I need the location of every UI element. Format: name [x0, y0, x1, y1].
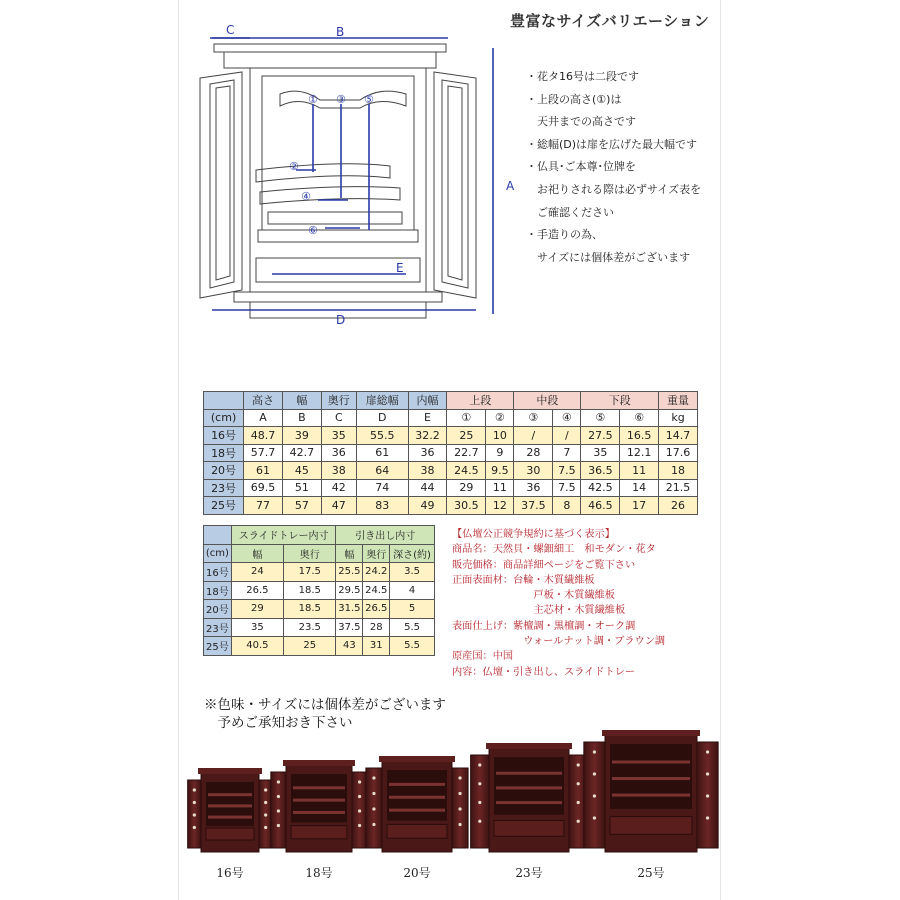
- disclosure-line: 【仏壇公正競争規約に基づく表示】: [452, 529, 615, 540]
- table-cell: 61: [356, 444, 408, 462]
- note-line: ・上段の高さ(①)は: [526, 92, 622, 106]
- disclosure-line: 販売価格：商品詳細ページをご覧下さい: [452, 559, 636, 571]
- table-cell: 24: [231, 563, 283, 582]
- table-cell: 29: [447, 479, 486, 497]
- cabinet-photo-23: [471, 743, 588, 852]
- table-cell: 12: [486, 497, 514, 515]
- table-header-cell: 上段: [447, 392, 514, 410]
- row-label-cell: 23号: [204, 479, 244, 497]
- model-label-18: 18号: [305, 866, 333, 880]
- marker-1: ①: [308, 93, 318, 106]
- table-header-cell: スライドトレー内寸: [231, 526, 336, 545]
- row-label-cell: 18号: [204, 581, 232, 600]
- disclosure-line: ウォールナット調・ブラウン調: [452, 636, 666, 648]
- marker-4: ④: [301, 190, 311, 203]
- table-cell: /: [514, 427, 553, 445]
- disclosure-line: 内容：仏壇・引き出し、スライドトレー: [452, 666, 636, 678]
- table-cell: 14: [620, 479, 659, 497]
- table-cell: 31: [363, 637, 390, 656]
- dimension-label-b: B: [336, 25, 345, 39]
- table-cell: 11: [486, 479, 514, 497]
- cabinet-photo-20: [366, 756, 468, 852]
- table-cell: 74: [356, 479, 408, 497]
- table-cell: 8: [553, 497, 581, 515]
- table-cell: 17: [620, 497, 659, 515]
- dimension-label-d: D: [336, 313, 346, 327]
- table-cell: 64: [356, 462, 408, 480]
- table-cell: 27.5: [581, 427, 620, 445]
- table-cell: 7.5: [553, 479, 581, 497]
- disclosure-line: 戸板・木質繊維板: [452, 590, 615, 602]
- marker-6: ⑥: [308, 224, 318, 237]
- table-header-cell: 奥行: [321, 392, 356, 410]
- table-cell: 21.5: [659, 479, 698, 497]
- table-cell: 49: [408, 497, 447, 515]
- table-cell: 7.5: [553, 462, 581, 480]
- table-cell: 42.5: [581, 479, 620, 497]
- table-cell: 17.6: [659, 444, 698, 462]
- marker-2: ②: [289, 160, 299, 173]
- table-cell: 25: [284, 637, 336, 656]
- table-header-cell: E: [408, 409, 447, 427]
- note-line: ・総幅(D)は扉を広げた最大幅です: [526, 137, 698, 151]
- table-cell: 23.5: [284, 618, 336, 637]
- caution-line: ※色味・サイズには個体差がございます: [204, 697, 446, 713]
- table-cell: 18.5: [284, 600, 336, 619]
- table-header-cell: A: [244, 409, 283, 427]
- dimension-label-e: E: [396, 261, 404, 275]
- table-cell: 36: [408, 444, 447, 462]
- disclosure-line: 表面仕上げ：紫檀調・黒檀調・オーク調: [452, 620, 636, 632]
- row-label-cell: 16号: [204, 563, 232, 582]
- table-cell: 28: [363, 618, 390, 637]
- table-unit-cell: (cm): [204, 409, 244, 427]
- table-header-cell: ⑥: [620, 409, 659, 427]
- table-cell: 25: [447, 427, 486, 445]
- table-header-cell: 下段: [581, 392, 659, 410]
- row-label-cell: 23号: [204, 618, 232, 637]
- row-label-cell: 16号: [204, 427, 244, 445]
- table-cell: 18.5: [284, 581, 336, 600]
- note-line: サイズには個体差がございます: [526, 250, 691, 264]
- table-cell: 24.2: [363, 563, 390, 582]
- table-cell: 32.2: [408, 427, 447, 445]
- row-label-cell: 20号: [204, 600, 232, 619]
- table-cell: 46.5: [581, 497, 620, 515]
- note-line: ・手造りの為、: [526, 228, 603, 242]
- cabinet-photo-18: [271, 760, 367, 852]
- table-cell: 29: [231, 600, 283, 619]
- table-cell: 36: [321, 444, 356, 462]
- table-cell: 17.5: [284, 563, 336, 582]
- table-header-cell: 内幅: [408, 392, 447, 410]
- table-cell: 11: [620, 462, 659, 480]
- table-cell: 4: [390, 581, 435, 600]
- marker-5: ⑤: [364, 93, 374, 106]
- table-header-cell: 高さ: [244, 392, 283, 410]
- table-cell: 38: [408, 462, 447, 480]
- table-header-cell: C: [321, 409, 356, 427]
- table-header-cell: 奥行: [363, 544, 390, 563]
- marker-3: ③: [336, 93, 346, 106]
- note-line: ・仏具･ご本尊･位牌を: [526, 160, 636, 174]
- model-label-16: 16号: [216, 866, 244, 880]
- table-cell: 48.7: [244, 427, 283, 445]
- table-cell: 5.5: [390, 637, 435, 656]
- cabinet-photo-16: [188, 768, 273, 852]
- table-cell: /: [553, 427, 581, 445]
- table-cell: 9.5: [486, 462, 514, 480]
- table-cell: 30: [514, 462, 553, 480]
- table-header-cell: 幅: [336, 544, 363, 563]
- table-cell: 38: [321, 462, 356, 480]
- table-cell: 26.5: [363, 600, 390, 619]
- table-cell: 77: [244, 497, 283, 515]
- table-cell: 83: [356, 497, 408, 515]
- table-cell: 36.5: [581, 462, 620, 480]
- table-cell: 5.5: [390, 618, 435, 637]
- note-line: ・花タ16号は二段です: [526, 70, 639, 83]
- table-cell: 35: [321, 427, 356, 445]
- disclosure-line: 商品名：天然貝・螺鈿細工 和モダン・花タ: [452, 544, 656, 556]
- disclosure-line: 主芯材・木質繊維板: [452, 605, 626, 617]
- table-cell: 30.5: [447, 497, 486, 515]
- table-header-cell: 深さ(約): [390, 544, 435, 563]
- table-header-cell: 引き出し内寸: [336, 526, 435, 545]
- table-cell: 9: [486, 444, 514, 462]
- table-cell: 37.5: [514, 497, 553, 515]
- table-header-cell: ①: [447, 409, 486, 427]
- table-cell: 18: [659, 462, 698, 480]
- table-cell: 61: [244, 462, 283, 480]
- table-cell: 36: [514, 479, 553, 497]
- row-label-cell: 18号: [204, 444, 244, 462]
- table-cell: 47: [321, 497, 356, 515]
- table-header-cell: 扉総幅: [356, 392, 408, 410]
- table-cell: 5: [390, 600, 435, 619]
- cabinet-photo-25: [584, 730, 718, 852]
- dimension-label-a: A: [506, 179, 515, 193]
- disclosure-line: 原産国：中国: [452, 651, 514, 663]
- row-label-cell: 25号: [204, 497, 244, 515]
- table-cell: 24.5: [447, 462, 486, 480]
- table-cell: 28: [514, 444, 553, 462]
- disclosure-line: 正面表面材：台輪・木質繊維板: [452, 574, 595, 586]
- table-header-cell: 重量: [659, 392, 698, 410]
- table-header-cell: 中段: [514, 392, 581, 410]
- row-label-cell: 20号: [204, 462, 244, 480]
- table-cell: 55.5: [356, 427, 408, 445]
- model-label-23: 23号: [515, 866, 543, 880]
- table-cell: 42.7: [282, 444, 321, 462]
- page-title: 豊富なサイズバリエーション: [510, 12, 710, 30]
- row-label-cell: 25号: [204, 637, 232, 656]
- table-cell: 39: [282, 427, 321, 445]
- table-cell: 26: [659, 497, 698, 515]
- note-line: 天井までの高さです: [526, 115, 636, 129]
- caution-line: 予めご承知おき下さい: [204, 715, 353, 731]
- table-cell: 24.5: [363, 581, 390, 600]
- table-cell: 14.7: [659, 427, 698, 445]
- table-cell: 16.5: [620, 427, 659, 445]
- table-cell: 31.5: [336, 600, 363, 619]
- note-line: お祀りされる際は必ずサイズ表を: [526, 182, 702, 196]
- table-header-cell: B: [282, 409, 321, 427]
- table-cell: 29.5: [336, 581, 363, 600]
- table-cell: 3.5: [390, 563, 435, 582]
- table-cell: 57: [282, 497, 321, 515]
- table-header-cell: D: [356, 409, 408, 427]
- table-header-cell: ⑤: [581, 409, 620, 427]
- table-header-cell: kg: [659, 409, 698, 427]
- table-cell: 45: [282, 462, 321, 480]
- table-cell: 12.1: [620, 444, 659, 462]
- table-cell: 10: [486, 427, 514, 445]
- model-label-20: 20号: [403, 866, 431, 880]
- table-cell: 35: [231, 618, 283, 637]
- table-cell: 40.5: [231, 637, 283, 656]
- table-header-cell: ③: [514, 409, 553, 427]
- table-cell: 25.5: [336, 563, 363, 582]
- table-cell: 22.7: [447, 444, 486, 462]
- table-cell: 7: [553, 444, 581, 462]
- table-cell: 37.5: [336, 618, 363, 637]
- table-cell: 51: [282, 479, 321, 497]
- table-cell: 43: [336, 637, 363, 656]
- table-unit-cell: (cm): [204, 544, 232, 563]
- model-label-25: 25号: [637, 866, 665, 880]
- table-header-cell: 幅: [282, 392, 321, 410]
- table-header-cell: 幅: [231, 544, 283, 563]
- table-cell: 26.5: [231, 581, 283, 600]
- note-line: ご確認ください: [526, 205, 614, 219]
- dimension-label-c: C: [226, 23, 235, 37]
- table-cell: 42: [321, 479, 356, 497]
- table-cell: 35: [581, 444, 620, 462]
- table-header-cell: ④: [553, 409, 581, 427]
- table-cell: 69.5: [244, 479, 283, 497]
- table-header-cell: 奥行: [284, 544, 336, 563]
- table-header-cell: ②: [486, 409, 514, 427]
- table-cell: 44: [408, 479, 447, 497]
- table-cell: 57.7: [244, 444, 283, 462]
